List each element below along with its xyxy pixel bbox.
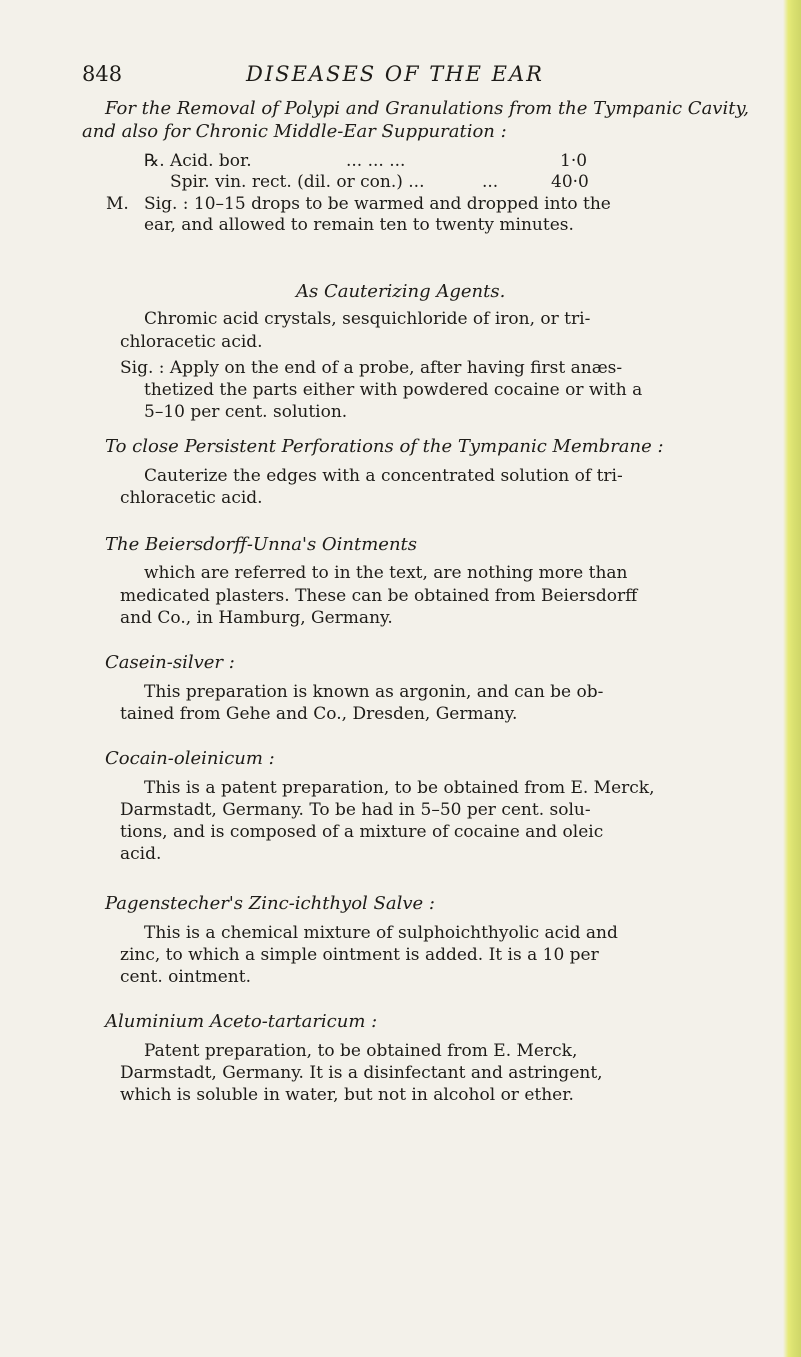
aluminium-line-2: Darmstadt, Germany. It is a disinfectant and astringent, [120, 1063, 603, 1083]
rx-symbol: ℞. [144, 151, 165, 171]
m-label: M. [106, 194, 129, 214]
page-edge-strip [783, 0, 801, 1357]
casein-heading: Casein-silver : [105, 652, 235, 673]
running-title: DISEASES OF THE EAR [246, 62, 544, 86]
rx-item-2-name: Spir. vin. rect. (dil. or con.) ... [170, 172, 425, 192]
pagenstecher-heading: Pagenstecher's Zinc-ichthyol Salve : [105, 893, 435, 914]
cocain-line-1: This is a patent preparation, to be obtained from E. Merck, [144, 778, 655, 798]
cauterizing-line-1: Chromic acid crystals, sesquichloride of iron, or tri- [144, 309, 591, 329]
aluminium-heading: Aluminium Aceto-tartaricum : [105, 1011, 378, 1032]
rx-item-2-amount: 40·0 [551, 172, 589, 192]
sig-line2: ear, and allowed to remain ten to twenty minutes. [144, 215, 574, 235]
beiersdorff-line-2: medicated plasters. These can be obtained from Beiersdorff [120, 586, 638, 606]
pagenstecher-line-2: zinc, to which a simple ointment is added. It is a 10 per [120, 945, 599, 965]
sig-line1: Sig. : 10–15 drops to be warmed and dropped into the [144, 194, 611, 214]
pagenstecher-line-3: cent. ointment. [120, 967, 251, 987]
casein-line-1: This preparation is known as argonin, and can be ob- [144, 682, 604, 702]
cauterizing-line-3: Sig. : Apply on the end of a probe, after having first anæs- [120, 358, 623, 378]
rx-item-1-dots: ... ... ... [346, 151, 406, 171]
perforations-line-2: chloracetic acid. [120, 488, 263, 508]
cauterizing-line-4: thetized the parts either with powdered cocaine or with a [144, 380, 643, 400]
cauterizing-line-5: 5–10 per cent. solution. [144, 402, 348, 422]
rx-item-2-dots: ... [482, 172, 499, 192]
cauterizing-heading: As Cauterizing Agents. [296, 281, 506, 302]
beiersdorff-line-1: which are referred to in the text, are nothing more than [144, 563, 628, 583]
cocain-heading: Cocain-oleinicum : [105, 748, 275, 769]
rx-item-1-name: Acid. bor. [170, 151, 252, 171]
beiersdorff-heading: The Beiersdorff-Unna's Ointments [105, 534, 418, 555]
aluminium-line-1: Patent preparation, to be obtained from E. Merck, [144, 1041, 578, 1061]
cocain-line-4: acid. [120, 844, 162, 864]
pagenstecher-line-1: This is a chemical mixture of sulphoichthyolic acid and [144, 923, 618, 943]
cocain-line-3: tions, and is composed of a mixture of cocaine and oleic [120, 822, 604, 842]
prescription-heading-line1: For the Removal of Polypi and Granulations from the Tympanic Cavity, [105, 98, 749, 119]
rx-item-1-amount: 1·0 [560, 151, 588, 171]
prescription-heading-line2: and also for Chronic Middle-Ear Suppuration : [82, 121, 507, 142]
casein-line-2: tained from Gehe and Co., Dresden, Germany. [120, 704, 518, 724]
beiersdorff-line-3: and Co., in Hamburg, Germany. [120, 608, 393, 628]
perforations-line-1: Cauterize the edges with a concentrated solution of tri- [144, 466, 623, 486]
perforations-heading: To close Persistent Perforations of the Tympanic Membrane : [105, 436, 664, 457]
page-number: 848 [82, 62, 123, 86]
cocain-line-2: Darmstadt, Germany. To be had in 5–50 per cent. solu- [120, 800, 591, 820]
aluminium-line-3: which is soluble in water, but not in alcohol or ether. [120, 1085, 574, 1105]
cauterizing-line-2: chloracetic acid. [120, 332, 263, 352]
